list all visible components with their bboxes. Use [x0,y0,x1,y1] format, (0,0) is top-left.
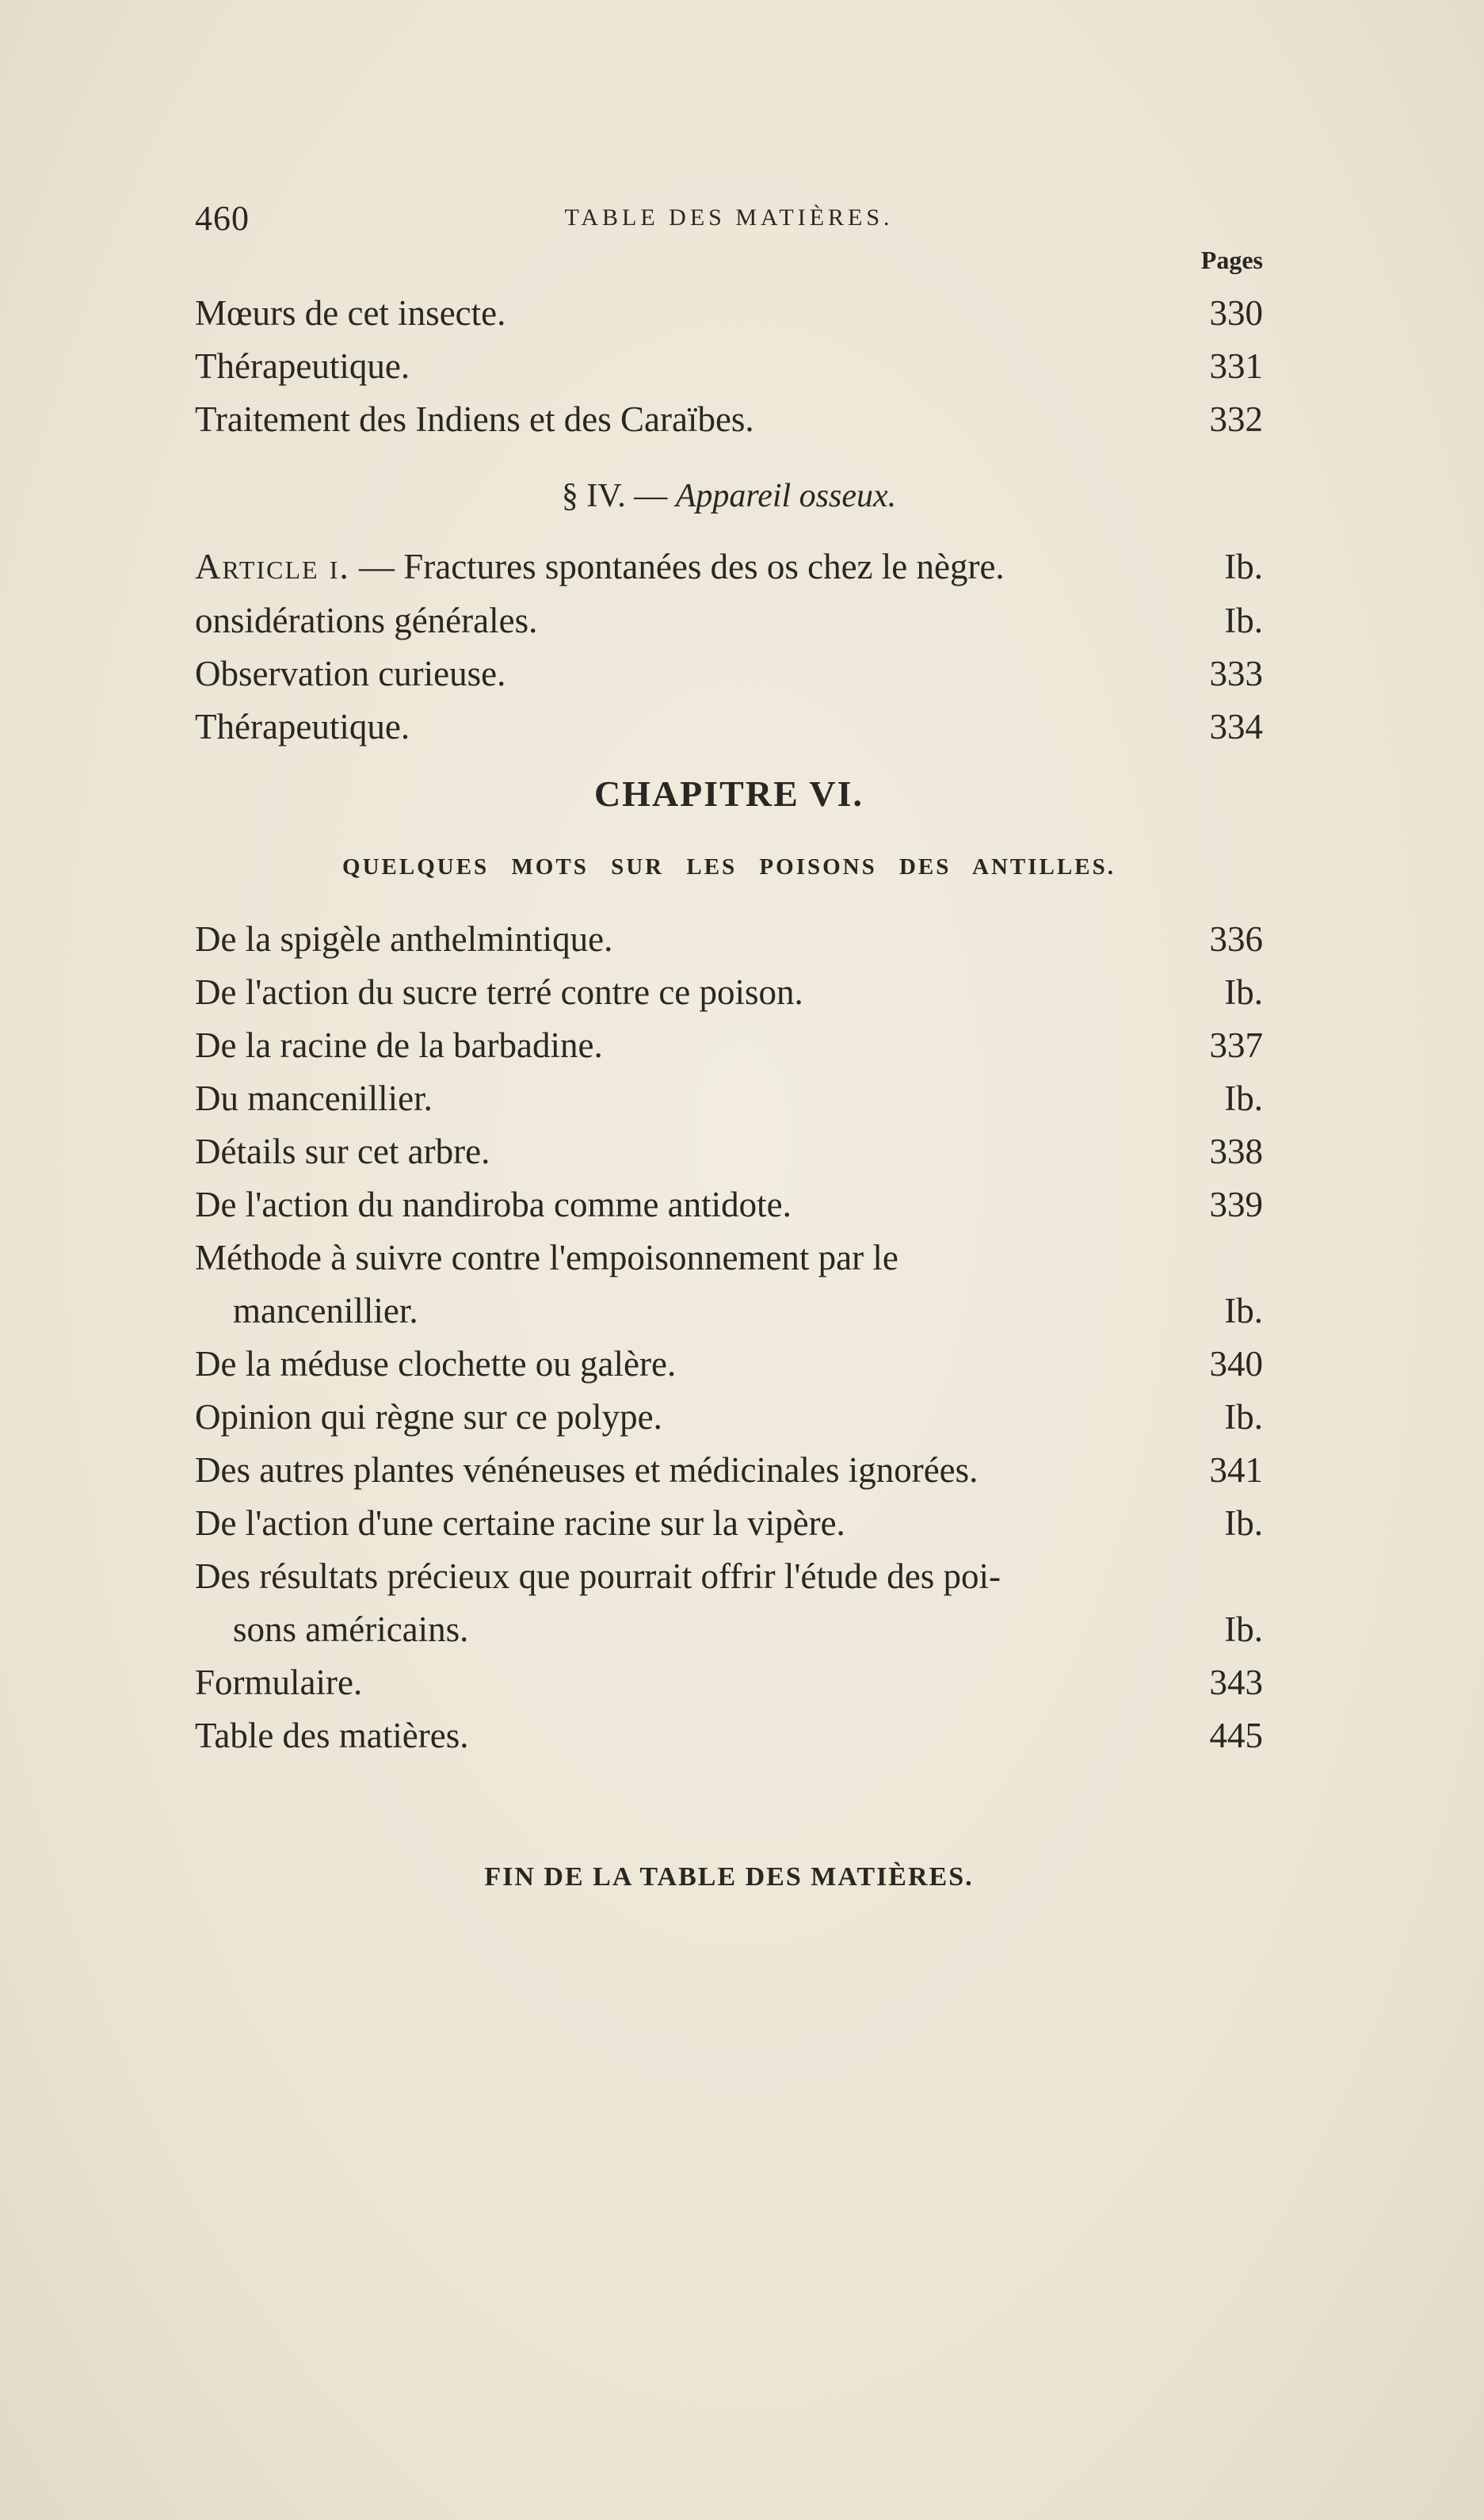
toc-entry-text: Thérapeutique. [195,346,410,386]
toc-entry-page: Ib. [1224,1291,1263,1331]
toc-entry-text: De l'action du nandiroba comme antidote. [195,1185,792,1224]
toc-entry-page: Ib. [1224,1503,1263,1543]
page-number: 460 [195,199,250,238]
toc-entry [195,1072,1263,1125]
chapter-subtitle: QUELQUES MOTS SUR LES POISONS DES ANTILLES. [342,854,1116,880]
toc-entry-text: Thérapeutique. [195,707,410,746]
toc-entry-text: Traitement des Indiens et des Caraïbes. [195,399,754,439]
toc-entry [195,540,1263,594]
toc-entry [195,393,1263,446]
end-note: FIN DE LA TABLE DES MATIÈRES. [484,1862,974,1892]
section-name: Appareil osseux. [675,478,897,514]
toc-entry [195,1125,1263,1178]
toc-entry [195,1285,1263,1338]
toc-entry [195,1603,1263,1656]
toc-entry-page: 338 [1209,1132,1263,1171]
pages-column-label: Pages [1200,246,1263,274]
toc-entry-page: 340 [1209,1344,1263,1384]
toc-entry-text: Mœurs de cet insecte. [195,293,506,333]
toc-entry-text: De la méduse clochette ou galère. [195,1344,677,1384]
toc-entry-text: Du mancenillier. [195,1079,433,1118]
toc-entry-text: Formulaire. [195,1663,363,1702]
toc-entry-page: 336 [1209,919,1263,959]
page-header [195,198,1263,254]
toc-entry-page: 343 [1209,1663,1263,1702]
toc-entry-text: De la spigèle anthelmintique. [195,919,613,959]
toc-entry [195,1178,1263,1231]
toc-entry-page: 331 [1209,346,1263,386]
toc-entry-multiline [195,1550,1263,1656]
toc-entry [195,966,1263,1019]
toc-entry-page: 337 [1209,1025,1263,1065]
toc-entry-text: De l'action d'une certaine racine sur la vipère. [195,1503,845,1543]
toc-entry-multiline [195,1231,1263,1338]
section-heading [195,477,1263,515]
toc-entry-text: onsidérations générales. [195,601,538,640]
toc-entry-page: Ib. [1224,601,1263,640]
toc-entry [195,594,1263,647]
toc-entry [195,913,1263,966]
toc-entry [195,1019,1263,1072]
toc-entry-text: Des autres plantes vénéneuses et médicinales ignorées. [195,1450,979,1490]
toc-entry-text-line2: mancenillier. [233,1291,418,1331]
toc-entry-text: Observation curieuse. [195,654,506,693]
toc-entry-text: Table des matières. [195,1716,469,1755]
toc-entry-page: 341 [1209,1450,1263,1490]
toc-article [195,540,1263,594]
toc-entry-text: De la racine de la barbadine. [195,1025,603,1065]
toc-entry-text-line1: Méthode à suivre contre l'empoisonnement par le [195,1238,898,1277]
toc-entry-page: 333 [1209,654,1263,693]
toc-entry [195,647,1263,701]
toc-entry [195,340,1263,393]
toc-entry-page: 332 [1209,399,1263,439]
chapter-title: CHAPITRE VI. [593,773,864,814]
toc-entry-page: Ib. [1224,972,1263,1012]
toc-entry-page: Ib. [1224,1397,1263,1437]
toc-entry-page: Ib. [1224,1609,1263,1649]
toc-entry-page: 445 [1209,1716,1263,1755]
toc-entry [195,287,1263,340]
section-number: § IV. — [561,478,676,514]
toc-entry [195,1338,1263,1391]
toc-entry [195,1444,1263,1497]
toc-entry [195,1656,1263,1709]
toc-entry-text: De l'action du sucre terré contre ce poison. [195,972,803,1012]
article-label: Article i. [195,547,350,586]
toc-group-bones [195,594,1263,754]
toc-entry-page: 339 [1209,1185,1263,1224]
toc-entry-page: 334 [1209,707,1263,746]
toc-group-insect [195,287,1263,446]
toc-entry-page: Ib. [1224,547,1263,586]
toc-entry [195,701,1263,754]
toc-entry [195,1709,1263,1762]
toc-entry-page: Ib. [1224,1079,1263,1118]
toc-entry-text-line1: Des résultats précieux que pourrait offrir l'étude des poi- [195,1556,1001,1596]
toc-entry [195,1497,1263,1550]
toc-entry-text: Opinion qui règne sur ce polype. [195,1397,662,1437]
toc-entry-text: Détails sur cet arbre. [195,1132,490,1171]
toc-entry-text [195,540,1005,594]
running-title: TABLE DES MATIÈRES. [564,204,894,231]
toc-entry [195,1391,1263,1444]
toc-entry-page: 330 [1209,293,1263,333]
toc-group-poisons [195,913,1263,1762]
article-title: — Fractures spontanées des os chez le nègre. [349,547,1005,586]
toc-entry-text-line2: sons américains. [233,1609,469,1649]
